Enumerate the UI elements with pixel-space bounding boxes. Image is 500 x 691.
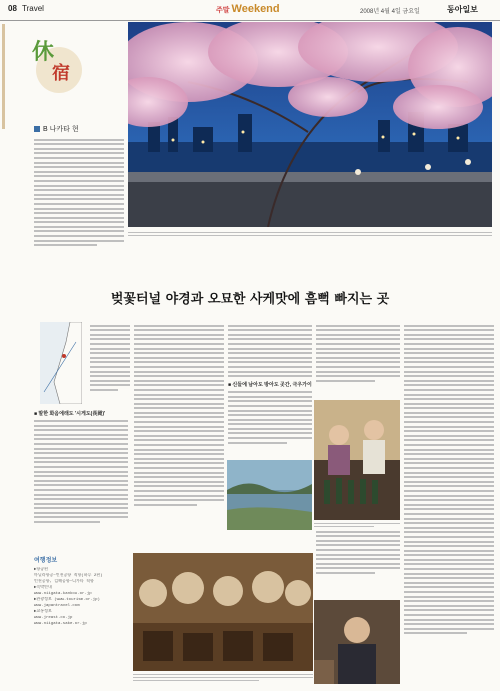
info-link[interactable]: www.niigata-sake.or.jp [34, 622, 87, 626]
info-link[interactable]: www.niigata-kankou.or.jp [34, 592, 92, 596]
photo-sake-brewery-display [133, 553, 313, 671]
photo-sake-tasting-people [314, 400, 400, 520]
photo-river-landscape [227, 460, 312, 530]
info-line: 마닐라항공~인천공항 직항(하루 2편) [34, 574, 103, 578]
logo-char-top: 休 [32, 39, 55, 65]
location-map [40, 322, 82, 404]
info-line: ▶교통정보 [34, 610, 52, 614]
info-line: ▶항공편 [34, 568, 49, 572]
page-number: 08 [8, 4, 17, 13]
text-column-3 [228, 322, 312, 446]
subhead-one: ■ 말한 화음에래도 '시게도(長岡)' [34, 411, 106, 417]
text-column-4b [316, 528, 400, 577]
text-column-5 [404, 322, 494, 637]
text-column-1b [34, 406, 128, 526]
intro-text-block [34, 136, 124, 249]
info-line: ▶숙박안내 [34, 586, 52, 590]
byline-marker-icon [34, 126, 40, 132]
newspaper-name: 동아일보 [447, 4, 478, 14]
brand-prefix: 주말 [216, 7, 230, 14]
main-photo-cherry-blossom-night [128, 22, 492, 227]
travel-info-box [34, 555, 128, 683]
brand-name: Weekend [231, 3, 280, 15]
info-link[interactable]: www.japantravel.com [34, 604, 80, 608]
caption-tasting [314, 521, 400, 529]
text-column-1 [90, 322, 130, 394]
side-accent-bar [2, 24, 5, 129]
main-photo-caption [128, 230, 492, 238]
article-headline: 벚꽃터널 야경과 오묘한 사케맛에 흠뻑 빠지는 곳 [110, 291, 390, 307]
brand-logo [216, 3, 280, 15]
info-link[interactable]: www.jreast.co.jp [34, 616, 73, 620]
travel-info-title: 여행정보 [34, 558, 58, 564]
issue-date: 2008년 4월 4일 금요일 [360, 9, 420, 15]
info-line: 인천공항, 김해공항~니가타 직항 [34, 580, 94, 584]
byline-text: B 나카타 현 [43, 126, 79, 133]
section-name: Travel [22, 4, 44, 13]
caption-brewery [133, 672, 313, 683]
photo-brewery-master [314, 600, 400, 684]
page-header [0, 0, 500, 21]
info-link[interactable]: ▶관광정보 (www.tourism.or.jp) [34, 598, 100, 602]
byline [34, 124, 124, 134]
text-column-2 [134, 322, 224, 508]
column-logo [28, 33, 84, 118]
logo-char-bottom: 宿 [52, 63, 70, 84]
subhead-two: ■ 신들에 남아도 방아도 곳간, 극우가이 [228, 382, 312, 389]
text-column-4 [316, 322, 400, 384]
